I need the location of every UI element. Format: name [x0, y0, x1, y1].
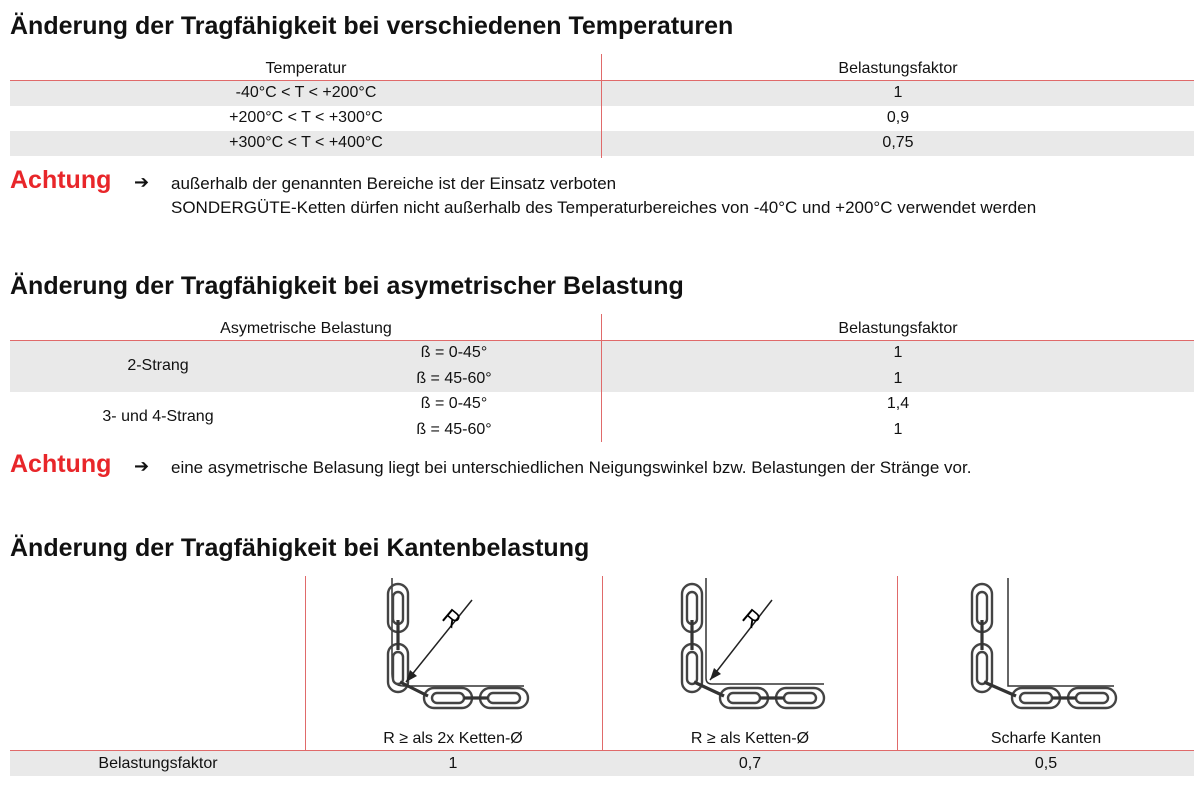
- strand-group-label: 3- und 4-Strang: [102, 408, 214, 425]
- strand-group-label: 2-Strang: [127, 357, 189, 374]
- case-caption: Scharfe Kanten: [990, 730, 1102, 747]
- angle-range: ß = 45-60°: [416, 421, 492, 438]
- table-group: [10, 341, 1194, 392]
- table-row: [10, 131, 1194, 156]
- section-title-edge: Änderung der Tragfähigkeit bei Kantenbelastung: [10, 534, 590, 562]
- angle-range: ß = 0-45°: [420, 395, 488, 412]
- radius-label: R: [737, 603, 766, 634]
- row-label: Belastungsfaktor: [98, 755, 218, 772]
- column-divider: [602, 576, 603, 776]
- load-factor: 1: [893, 421, 903, 438]
- edge-factor-row: [10, 750, 1194, 776]
- load-factor: 0,9: [886, 109, 910, 126]
- table-row: [10, 81, 1194, 106]
- table-header: [10, 314, 1194, 341]
- load-factor: 0,5: [1034, 755, 1058, 772]
- column-divider: [305, 576, 306, 776]
- column-header-asymmetric: Asymetrische Belastung: [220, 320, 392, 337]
- case-caption: R ≥ als 2x Ketten-Ø: [383, 730, 523, 747]
- table-header: [10, 54, 1194, 81]
- section-title-temperature: Änderung der Tragfähigkeit bei verschiedenen Temperaturen: [10, 12, 734, 40]
- chain-radius-1x-diagram: [660, 578, 850, 720]
- angle-range: ß = 45-60°: [416, 370, 492, 387]
- column-header-factor: Belastungsfaktor: [838, 320, 958, 337]
- warning-text: eine asymetrische Belasung liegt bei unterschiedlichen Neigungswinkel bzw. Belastungen der Stränge vor.: [171, 458, 972, 477]
- load-factor: 1: [893, 84, 903, 101]
- radius-label: R: [437, 603, 466, 634]
- table-group: [10, 392, 1194, 443]
- load-factor: 0,75: [882, 134, 914, 151]
- asymmetric-table: [10, 314, 1194, 443]
- temperature-range: -40°C < T < +200°C: [235, 84, 377, 101]
- load-factor: 1: [893, 344, 903, 361]
- load-factor: 1: [448, 755, 458, 772]
- arrow-right-icon: ➔: [134, 456, 150, 476]
- warning-text: SONDERGÜTE-Ketten dürfen nicht außerhalb des Temperaturbereiches von -40°C und +200°C verwendet werden: [171, 198, 1037, 217]
- section-title-asymmetric: Änderung der Tragfähigkeit bei asymetrischer Belastung: [10, 272, 684, 300]
- warning-label: Achtung: [10, 166, 112, 194]
- load-factor: 1,4: [886, 395, 910, 412]
- temperature-range: +200°C < T < +300°C: [229, 109, 383, 126]
- column-header-factor: Belastungsfaktor: [838, 60, 958, 77]
- angle-range: ß = 0-45°: [420, 344, 488, 361]
- warning-label: Achtung: [10, 450, 112, 478]
- column-divider: [601, 314, 602, 442]
- column-divider: [897, 576, 898, 776]
- temperature-range: +300°C < T < +400°C: [229, 134, 383, 151]
- temperature-table: [10, 54, 1194, 156]
- load-factor: 1: [893, 370, 903, 387]
- chain-radius-2x-diagram: [360, 578, 550, 720]
- table-row: [10, 106, 1194, 131]
- warning-text: außerhalb der genannten Bereiche ist der Einsatz verboten: [171, 174, 617, 193]
- case-caption: R ≥ als Ketten-Ø: [690, 730, 810, 747]
- column-divider: [601, 54, 602, 158]
- column-header-temperature: Temperatur: [265, 60, 347, 77]
- load-factor: 0,7: [738, 755, 762, 772]
- arrow-right-icon: ➔: [134, 172, 150, 192]
- chain-sharp-edge-diagram: [950, 578, 1140, 720]
